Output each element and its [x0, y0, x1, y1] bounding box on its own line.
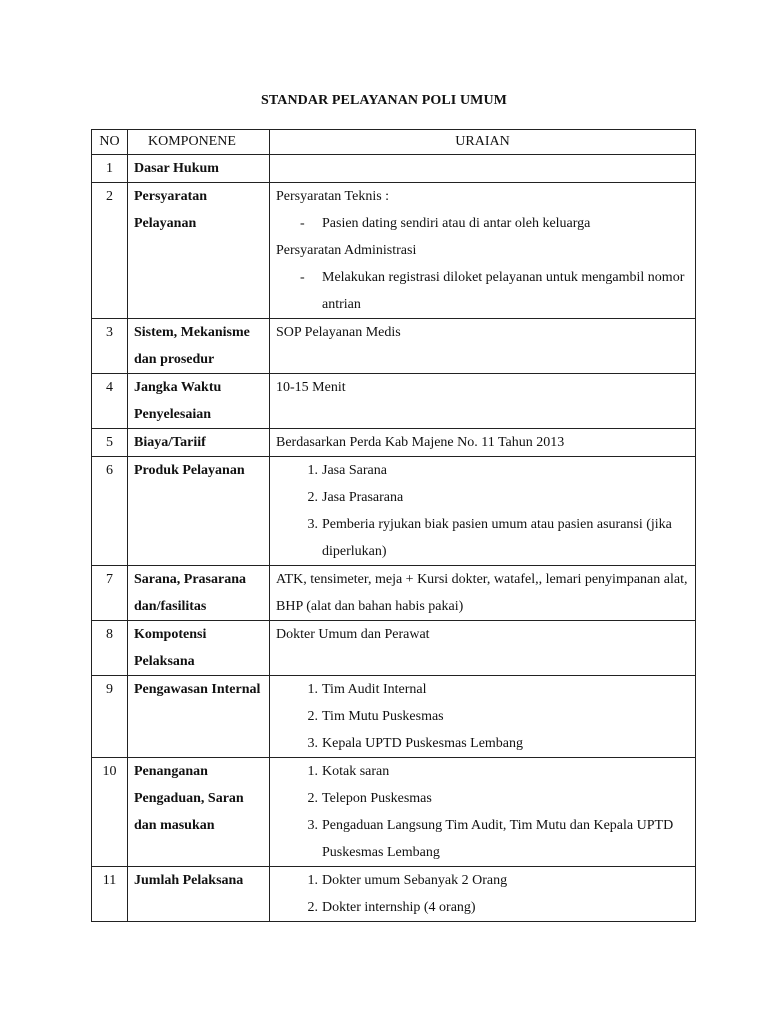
- list-item: [276, 812, 689, 866]
- row-uraian: [270, 457, 696, 566]
- dash-list: [276, 264, 689, 318]
- row-number: 1: [92, 155, 128, 183]
- table-row: [92, 457, 696, 566]
- uraian-text: SOP Pelayanan Medis: [276, 325, 401, 340]
- table-row: [92, 374, 696, 429]
- row-komponen: Persyaratan Pelayanan: [128, 183, 270, 319]
- row-komponen: Biaya/Tariif: [128, 429, 270, 457]
- list-number: 2.: [307, 791, 318, 806]
- list-item-text: Pengaduan Langsung Tim Audit, Tim Mutu dan Kepala UPTD Puskesmas Lembang: [322, 818, 674, 860]
- row-komponen: Sistem, Mekanisme dan prosedur: [128, 319, 270, 374]
- table-row: [92, 621, 696, 676]
- table-row: [92, 319, 696, 374]
- list-number: 2.: [307, 709, 318, 724]
- list-number: 3.: [307, 517, 318, 532]
- header-uraian: URAIAN: [270, 130, 696, 155]
- list-item-text: Tim Mutu Puskesmas: [322, 709, 444, 724]
- row-number: 3: [92, 319, 128, 374]
- list-number: 1.: [307, 682, 318, 697]
- row-komponen: Jangka Waktu Penyelesaian: [128, 374, 270, 429]
- uraian-text: Berdasarkan Perda Kab Majene No. 11 Tahun 2013: [276, 435, 565, 450]
- header-komponen: KOMPONENE: [128, 130, 270, 155]
- row-number: 10: [92, 758, 128, 867]
- list-number: 1.: [307, 463, 318, 478]
- list-item-text: Pemberia ryjukan biak pasien umum atau pasien asuransi (jika diperlukan): [322, 517, 672, 559]
- blank-line: [276, 648, 689, 675]
- row-uraian: [270, 155, 696, 183]
- dash-list: [276, 210, 689, 237]
- row-komponen: Pengawasan Internal: [128, 676, 270, 758]
- table-row: [92, 758, 696, 867]
- service-standard-table: [91, 129, 696, 922]
- list-item: [276, 210, 689, 237]
- row-number: 2: [92, 183, 128, 319]
- list-number: 1.: [307, 873, 318, 888]
- list-dash: -: [300, 270, 305, 285]
- list-item: [276, 457, 689, 484]
- list-item-text: Kepala UPTD Puskesmas Lembang: [322, 736, 524, 751]
- row-uraian: [270, 758, 696, 867]
- row-komponen: Sarana, Prasarana dan/fasilitas: [128, 566, 270, 621]
- row-komponen: Kompotensi Pelaksana: [128, 621, 270, 676]
- table-row: [92, 429, 696, 457]
- row-komponen: Jumlah Pelaksana: [128, 867, 270, 922]
- list-dash: -: [300, 216, 305, 231]
- list-item-text: Tim Audit Internal: [322, 682, 427, 697]
- list-item: [276, 867, 689, 894]
- table-row: [92, 183, 696, 319]
- list-number: 3.: [307, 736, 318, 751]
- list-item: [276, 730, 689, 757]
- header-no: NO: [92, 130, 128, 155]
- table-row: [92, 566, 696, 621]
- numbered-list: [276, 758, 689, 866]
- numbered-list: [276, 457, 689, 565]
- numbered-list: [276, 867, 689, 921]
- list-item: [276, 894, 689, 921]
- list-number: 2.: [307, 490, 318, 505]
- uraian-text: Dokter Umum dan Perawat: [276, 627, 430, 642]
- row-number: 11: [92, 867, 128, 922]
- numbered-list: [276, 676, 689, 757]
- row-uraian: [270, 183, 696, 319]
- row-komponen: Produk Pelayanan: [128, 457, 270, 566]
- table-header-row: [92, 130, 696, 155]
- list-item-text: Kotak saran: [322, 764, 390, 779]
- list-item: [276, 703, 689, 730]
- list-item: [276, 758, 689, 785]
- uraian-text: ATK, tensimeter, meja + Kursi dokter, watafel,, lemari penyimpanan alat, BHP (alat dan bahan habis pakai): [276, 572, 688, 614]
- row-uraian: [270, 374, 696, 429]
- blank-line: [276, 346, 689, 373]
- table-row: [92, 676, 696, 758]
- uraian-text: Persyaratan Administrasi: [276, 243, 417, 258]
- list-item: [276, 511, 689, 565]
- list-item-text: Dokter umum Sebanyak 2 Orang: [322, 873, 508, 888]
- uraian-text: Persyaratan Teknis :: [276, 189, 390, 204]
- row-number: 7: [92, 566, 128, 621]
- list-item: [276, 785, 689, 812]
- uraian-text: 10-15 Menit: [276, 380, 346, 395]
- row-uraian: [270, 429, 696, 457]
- list-number: 2.: [307, 900, 318, 915]
- list-item-text: Telepon Puskesmas: [322, 791, 432, 806]
- list-item: [276, 264, 689, 318]
- row-number: 8: [92, 621, 128, 676]
- row-number: 9: [92, 676, 128, 758]
- list-item-text: Pasien dating sendiri atau di antar oleh keluarga: [322, 216, 591, 231]
- list-item-text: Jasa Sarana: [322, 463, 387, 478]
- list-item-text: Jasa Prasarana: [322, 490, 404, 505]
- row-uraian: [270, 319, 696, 374]
- blank-line: [276, 401, 689, 428]
- list-item: [276, 676, 689, 703]
- list-item: [276, 484, 689, 511]
- row-komponen: Penanganan Pengaduan, Saran dan masukan: [128, 758, 270, 867]
- table-row: [92, 155, 696, 183]
- table-row: [92, 867, 696, 922]
- row-uraian: [270, 566, 696, 621]
- list-item-text: Dokter internship (4 orang): [322, 900, 476, 915]
- list-item-text: Melakukan registrasi diloket pelayanan untuk mengambil nomor antrian: [322, 270, 685, 312]
- list-number: 1.: [307, 764, 318, 779]
- list-number: 3.: [307, 818, 318, 833]
- row-number: 4: [92, 374, 128, 429]
- row-uraian: [270, 676, 696, 758]
- row-number: 6: [92, 457, 128, 566]
- row-uraian: [270, 867, 696, 922]
- row-uraian: [270, 621, 696, 676]
- row-number: 5: [92, 429, 128, 457]
- row-komponen: Dasar Hukum: [128, 155, 270, 183]
- page-title: STANDAR PELAYANAN POLI UMUM: [260, 93, 508, 108]
